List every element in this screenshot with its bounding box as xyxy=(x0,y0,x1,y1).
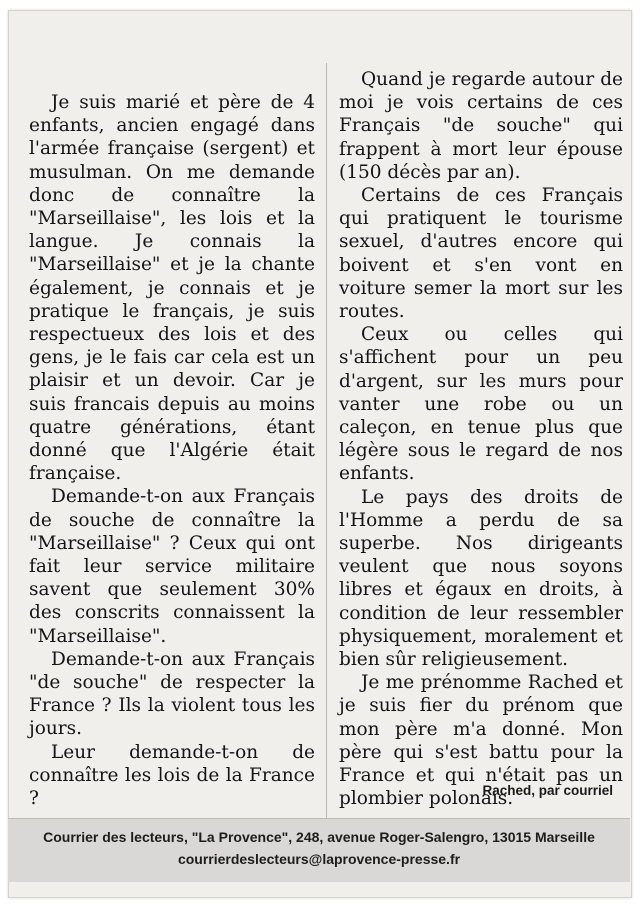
paragraph: Demande-t-on aux Français de souche de connaître la "Marseillaise" ? Ceux qui ont fait leur service militaire savent que seulement 30% des conscrits connaissent la "Marseillaise". xyxy=(29,486,315,647)
paragraph: Ceux ou celles qui s'affichent pour un peu d'argent, sur les murs pour vanter une robe ou un caleçon, en tenue plus que légère sous le regard de nos enfants. xyxy=(339,324,623,485)
paragraph: Leur demande-t-on de connaître les lois de la France ? xyxy=(29,741,315,810)
paragraph: Quand je regarde autour de moi je vois certains de ces Français "de souche" qui frappent à mort leur épouse (150 décès par an). xyxy=(339,69,623,183)
postal-address: Courrier des lecteurs, "La Provence", 248, avenue Roger-Salengro, 13015 Marseille xyxy=(43,829,595,845)
paragraph: Demande-t-on aux Français "de souche" de respecter la France ? Ils la violent tous les jours. xyxy=(29,648,315,740)
author-signature: Rached, par courriel xyxy=(482,783,613,798)
left-column xyxy=(29,91,315,810)
paragraph: Certains de ces Français qui pratiquent le tourisme sexuel, d'autres encore qui boivent et s'en vont en voiture semer la mort sur les routes. xyxy=(339,185,623,323)
paragraph: Je me prénomme Rached et je suis fier du prénom que mon père m'a donné. Mon père qui s'est battu pour la France et qui n'était pas un plombier polonais. xyxy=(339,672,623,810)
right-column xyxy=(339,68,623,811)
email-address: courrierdeslecteurs@laprovence-presse.fr xyxy=(177,851,461,867)
column-divider xyxy=(326,63,327,823)
paragraph: Le pays des droits de l'Homme a perdu de sa superbe. Nos dirigeants veulent que nous soyons libres et égaux en droits, à condition de leur ressembler physiquement, moralement et bien sûr religieusement. xyxy=(339,486,623,671)
reader-mail-footer xyxy=(8,818,630,882)
paragraph: Je suis marié et père de 4 enfants, ancien engagé dans l'armée française (sergent) et musulman. On me demande donc de connaître la "Marseillaise", les lois et la langue. Je connais la "Marseillaise" et je la chante également, je connais et je pratique le français, je suis respectueux des lois et des gens, je le fais car cela est un plaisir et un devoir. Car je suis francais depuis au moins quatre générations, étant donné que l'Algérie était française. xyxy=(29,92,315,485)
newspaper-clipping xyxy=(8,10,632,898)
